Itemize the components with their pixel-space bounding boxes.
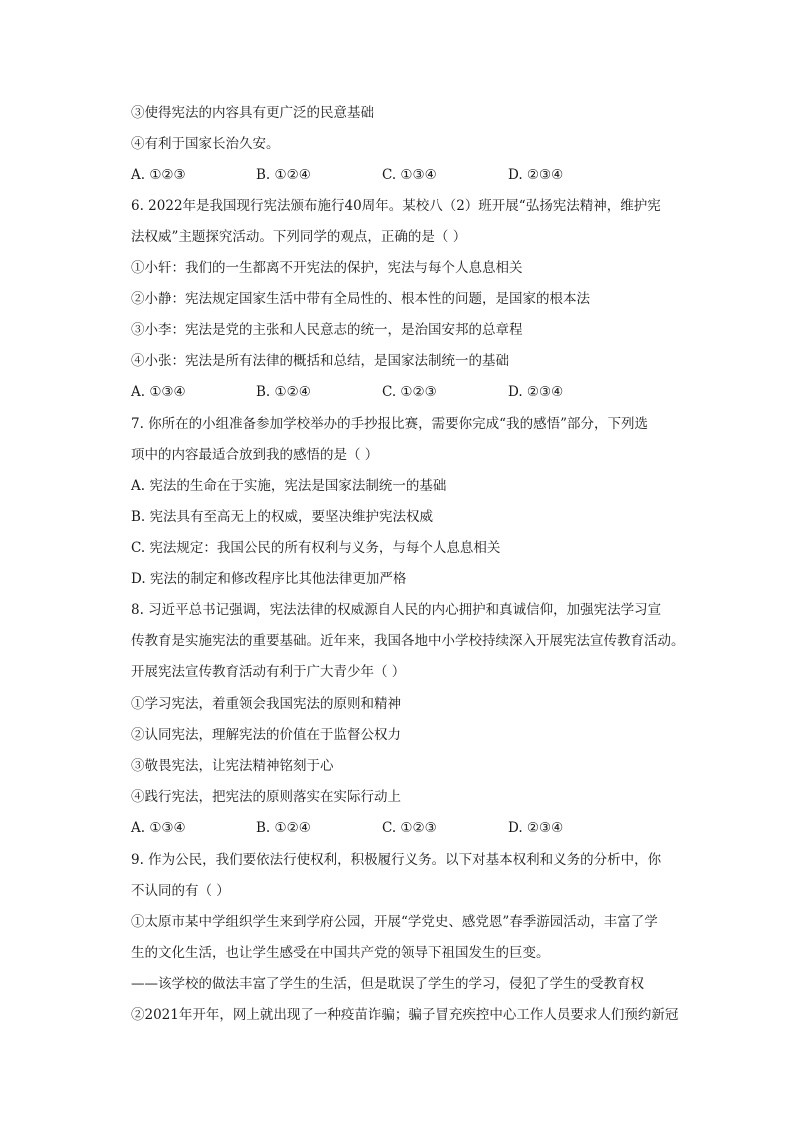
option-a: A. ①②③ — [131, 167, 186, 183]
q6-statement-1: ①小轩：我们的一生都离不开宪法的保护，宪法与每个人息息相关 — [131, 260, 523, 276]
q8-statement-3: ③敬畏宪法，让宪法精神铭刻于心 — [131, 758, 334, 774]
question-9-stem-cont: 不认同的有（ ） — [131, 883, 230, 899]
option-d: D. ②③④ — [508, 167, 564, 183]
q7-option-c: C. 宪法规定：我国公民的所有权利与义务，与每个人息息相关 — [131, 540, 501, 556]
options-row-q8 — [131, 818, 711, 838]
question-6-stem: 6. 2022年是我国现行宪法颁布施行40周年。某校八（2）班开展“弘扬宪法精神，维护宪 — [131, 198, 661, 214]
q6-statement-4: ④小张：宪法是所有法律的概括和总结，是国家法制统一的基础 — [131, 353, 509, 369]
q9-case-1: ①太原市某中学组织学生来到学府公园，开展“学党史、感党恩”春季游园活动，丰富了学 — [131, 914, 658, 930]
statement-4: ④有利于国家长治久安。 — [131, 136, 280, 152]
q9-case-1-analysis: ——该学校的做法丰富了学生的生活，但是耽误了学生的学习，侵犯了学生的受教育权 — [131, 976, 644, 992]
q7-option-a: A. 宪法的生命在于实施，宪法是国家法制统一的基础 — [131, 478, 447, 494]
option-c: C. ①③④ — [382, 167, 437, 183]
question-6-stem-cont: 法权威”主题探究活动。下列同学的观点，正确的是（ ） — [131, 229, 467, 245]
option-a: A. ①③④ — [131, 820, 186, 836]
option-c: C. ①②③ — [382, 820, 437, 836]
q7-option-d: D. 宪法的制定和修改程序比其他法律更加严格 — [131, 571, 407, 587]
q7-option-b: B. 宪法具有至高无上的权威，要坚决维护宪法权威 — [131, 509, 434, 525]
option-d: D. ②③④ — [508, 820, 564, 836]
option-c: C. ①②③ — [382, 384, 437, 400]
option-a: A. ①③④ — [131, 384, 186, 400]
option-b: B. ①②④ — [256, 820, 311, 836]
q8-statement-4: ④践行宪法，把宪法的原则落实在实际行动上 — [131, 789, 401, 805]
q9-case-1-cont: 生的文化生活，也让学生感受在中国共产党的领导下祖国发生的巨变。 — [131, 945, 550, 961]
question-7-stem: 7. 你所在的小组准备参加学校举办的手抄报比赛，需要你完成“我的感悟”部分，下列选 — [131, 416, 648, 432]
question-8-stem-end: 开展宪法宣传教育活动有利于广大青少年（ ） — [131, 664, 406, 680]
question-7-stem-cont: 项中的内容最适合放到我的感悟的是（ ） — [131, 447, 379, 463]
option-d: D. ②③④ — [508, 384, 564, 400]
question-9-stem: 9. 作为公民，我们要依法行使权利，积极履行义务。以下对基本权利和义务的分析中，你 — [131, 852, 662, 868]
q9-case-2: ②2021年开年，网上就出现了一种疫苗诈骗；骗子冒充疾控中心工作人员要求人们预约新冠 — [131, 1007, 679, 1023]
statement-3: ③使得宪法的内容具有更广泛的民意基础 — [131, 105, 374, 121]
option-b: B. ①②④ — [256, 167, 311, 183]
question-8-stem: 8. 习近平总书记强调，宪法法律的权威源自人民的内心拥护和真诚信仰，加强宪法学习宣 — [131, 602, 662, 618]
question-8-stem-cont: 传教育是实施宪法的重要基础。近年来，我国各地中小学校持续深入开展宪法宣传教育活动。 — [131, 633, 685, 649]
q8-statement-1: ①学习宪法，着重领会我国宪法的原则和精神 — [131, 696, 401, 712]
q6-statement-3: ③小李：宪法是党的主张和人民意志的统一，是治国安邦的总章程 — [131, 322, 523, 338]
q6-statement-2: ②小静：宪法规定国家生活中带有全局性的、根本性的问题，是国家的根本法 — [131, 291, 590, 307]
q8-statement-2: ②认同宪法，理解宪法的价值在于监督公权力 — [131, 727, 401, 743]
options-row-q6 — [131, 382, 711, 402]
options-row-q5 — [131, 165, 711, 185]
option-b: B. ①②④ — [256, 384, 311, 400]
